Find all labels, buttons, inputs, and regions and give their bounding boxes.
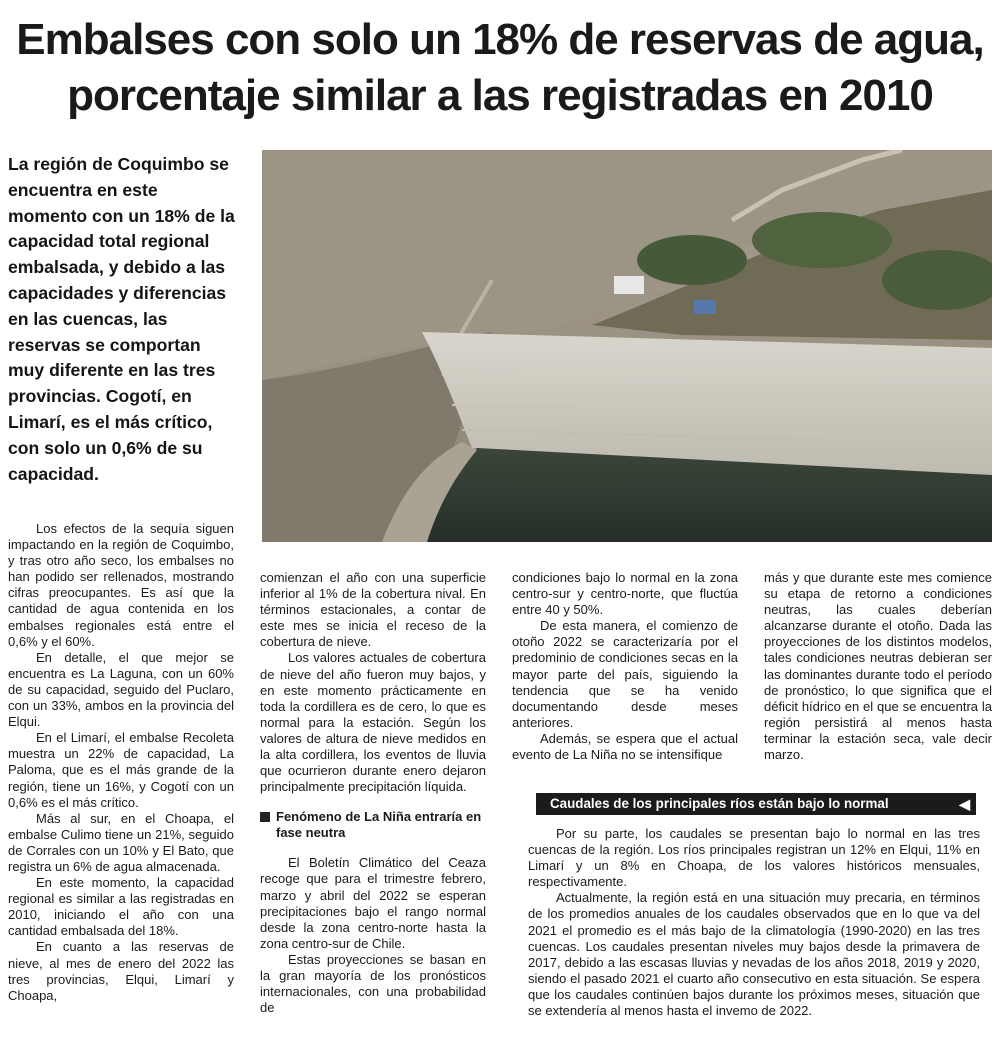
body-column-1	[8, 521, 234, 1004]
left-triangle-icon: ◀	[959, 796, 970, 812]
reservoir-dam-photo	[262, 150, 992, 542]
paragraph: condiciones bajo lo normal en la zona centro-sur y centro-norte, que fluctúa entre 40 y 50%.	[512, 570, 738, 618]
paragraph: Además, se espera que el actual evento de La Niña no se intensifique	[512, 730, 738, 763]
square-bullet-icon	[260, 812, 270, 822]
section-bar-text: Caudales de los principales ríos están bajo lo normal	[550, 796, 889, 811]
paragraph: Por su parte, los caudales se presentan bajo lo normal en las tres cuencas de la región. Los ríos principales registran un 12% en Elqui, 11% en Limarí y un 8% en Choapa, de los valores históricos mensuales, respectivamente.	[528, 826, 980, 890]
body-column-4	[764, 570, 992, 763]
paragraph: En este momento, la capacidad regional es similar a las registradas en 2010, iniciando el año con una cantidad embalsada del 18%.	[8, 875, 234, 939]
paragraph: Más al sur, en el Choapa, el embalse Culimo tiene un 21%, seguido de Corrales con un 10% y El Bato, que registra un 6% de agua almacenada.	[8, 810, 234, 874]
body-column-3	[512, 570, 738, 763]
subheading-la-nina	[260, 809, 486, 841]
section-bar-caudales	[536, 793, 976, 815]
paragraph: De esta manera, el comienzo de otoño 2022 se caracterizaría por el predominio de condiciones secas en la mayor parte del país, siguiendo la tendencia que se ha venido documentando desde meses anteriores.	[512, 618, 738, 730]
paragraph: El Boletín Climático del Ceaza recoge que para el trimestre febrero, marzo y abril del 2022 se esperan precipitaciones bajo el rango normal desde la zona centro-norte hasta la zona centro-sur de Chile.	[260, 855, 486, 951]
paragraph: En detalle, el que mejor se encuentra es La Laguna, con un 60% de su capacidad, seguido del Puclaro, con un 33%, ambos en la provincia del Elqui.	[8, 649, 234, 730]
lead-paragraph: La región de Coquimbo se encuentra en este momento con un 18% de la capacidad total regional embalsada, y debido a las capacidades y diferencias en las cuencas, las reservas se comportan muy diferente en las tres provincias. Cogotí, en Limarí, es el más crítico, con solo un 0,6% de su capacidad.	[8, 154, 235, 484]
body-column-caudales	[528, 826, 980, 1019]
paragraph: En cuanto a las reservas de nieve, al mes de enero del 2022 las tres provincias, Elqui, Limarí y Choapa,	[8, 939, 234, 1003]
headline-line-2: porcentaje similar a las registradas en 2010	[67, 71, 933, 120]
paragraph: Los valores actuales de cobertura de nieve del año fueron muy bajos, y en este momento prácticamente en toda la cordillera es de cero, lo que es normal para la estación. Según los valores de altura de nieve medidos en la alta cordillera, los eventos de lluvia que ocurrieron durante enero dejaron principalmente precipitación líquida.	[260, 650, 486, 795]
paragraph: Estas proyecciones se basan en la gran mayoría de los pronósticos internacionales, con una probabilidad de	[260, 951, 486, 1016]
headline	[0, 12, 1000, 124]
headline-line-1: Embalses con solo un 18% de reservas de agua,	[16, 15, 984, 64]
subheading-text: Fenómeno de La Niña entraría en fase neutra	[276, 809, 482, 841]
paragraph: Los efectos de la sequía siguen impactando en la región de Coquimbo, y tras otro año seco, los embalses no han podido ser rellenados, mostrando cifras preocupantes. Es así que la cantidad de agua contenida en los embalses regionales está entre el 0,6% y el 60%.	[8, 521, 234, 649]
body-column-2	[260, 570, 486, 1016]
paragraph: En el Limarí, el embalse Recoleta muestra un 22% de capacidad, La Paloma, que es el más grande de la región, tiene un 16%, y Cogotí con un 0,6% es el más crítico.	[8, 730, 234, 810]
paragraph: Actualmente, la región está en una situación muy precaria, en términos de los promedios anuales de los caudales observados que en lo que va del 2021 el promedio es el más bajo de la climatología (1990-2020) en las tres cuencas. Los caudales presentan niveles muy bajos desde la primavera de 2017, debido a las escasas lluvias y nevadas de los años 2018, 2019 y 2020, siendo el pasado 2021 el cuarto año consecutivo en esta situación. Se espera que los caudales continúen bajos durante los próximos meses, situación que se extendería al menos hasta el invemo de 2022.	[528, 890, 980, 1019]
paragraph: más y que durante este mes comience su etapa de retorno a condiciones neutras, las cuales deberían alcanzarse durante el otoño. Dada las proyecciones de los distintos modelos, tales condiciones neutras debieran ser las dominantes durante todo el período de pronóstico, lo que significa que el déficit hídrico en el que se encuentra la región persistirá al menos hasta terminar la estación seca, vale decir marzo.	[764, 570, 992, 763]
paragraph: comienzan el año con una superficie inferior al 1% de la cobertura nival. En términos estacionales, a contar de este mes se inicia el receso de la cobertura de nieve.	[260, 570, 486, 650]
